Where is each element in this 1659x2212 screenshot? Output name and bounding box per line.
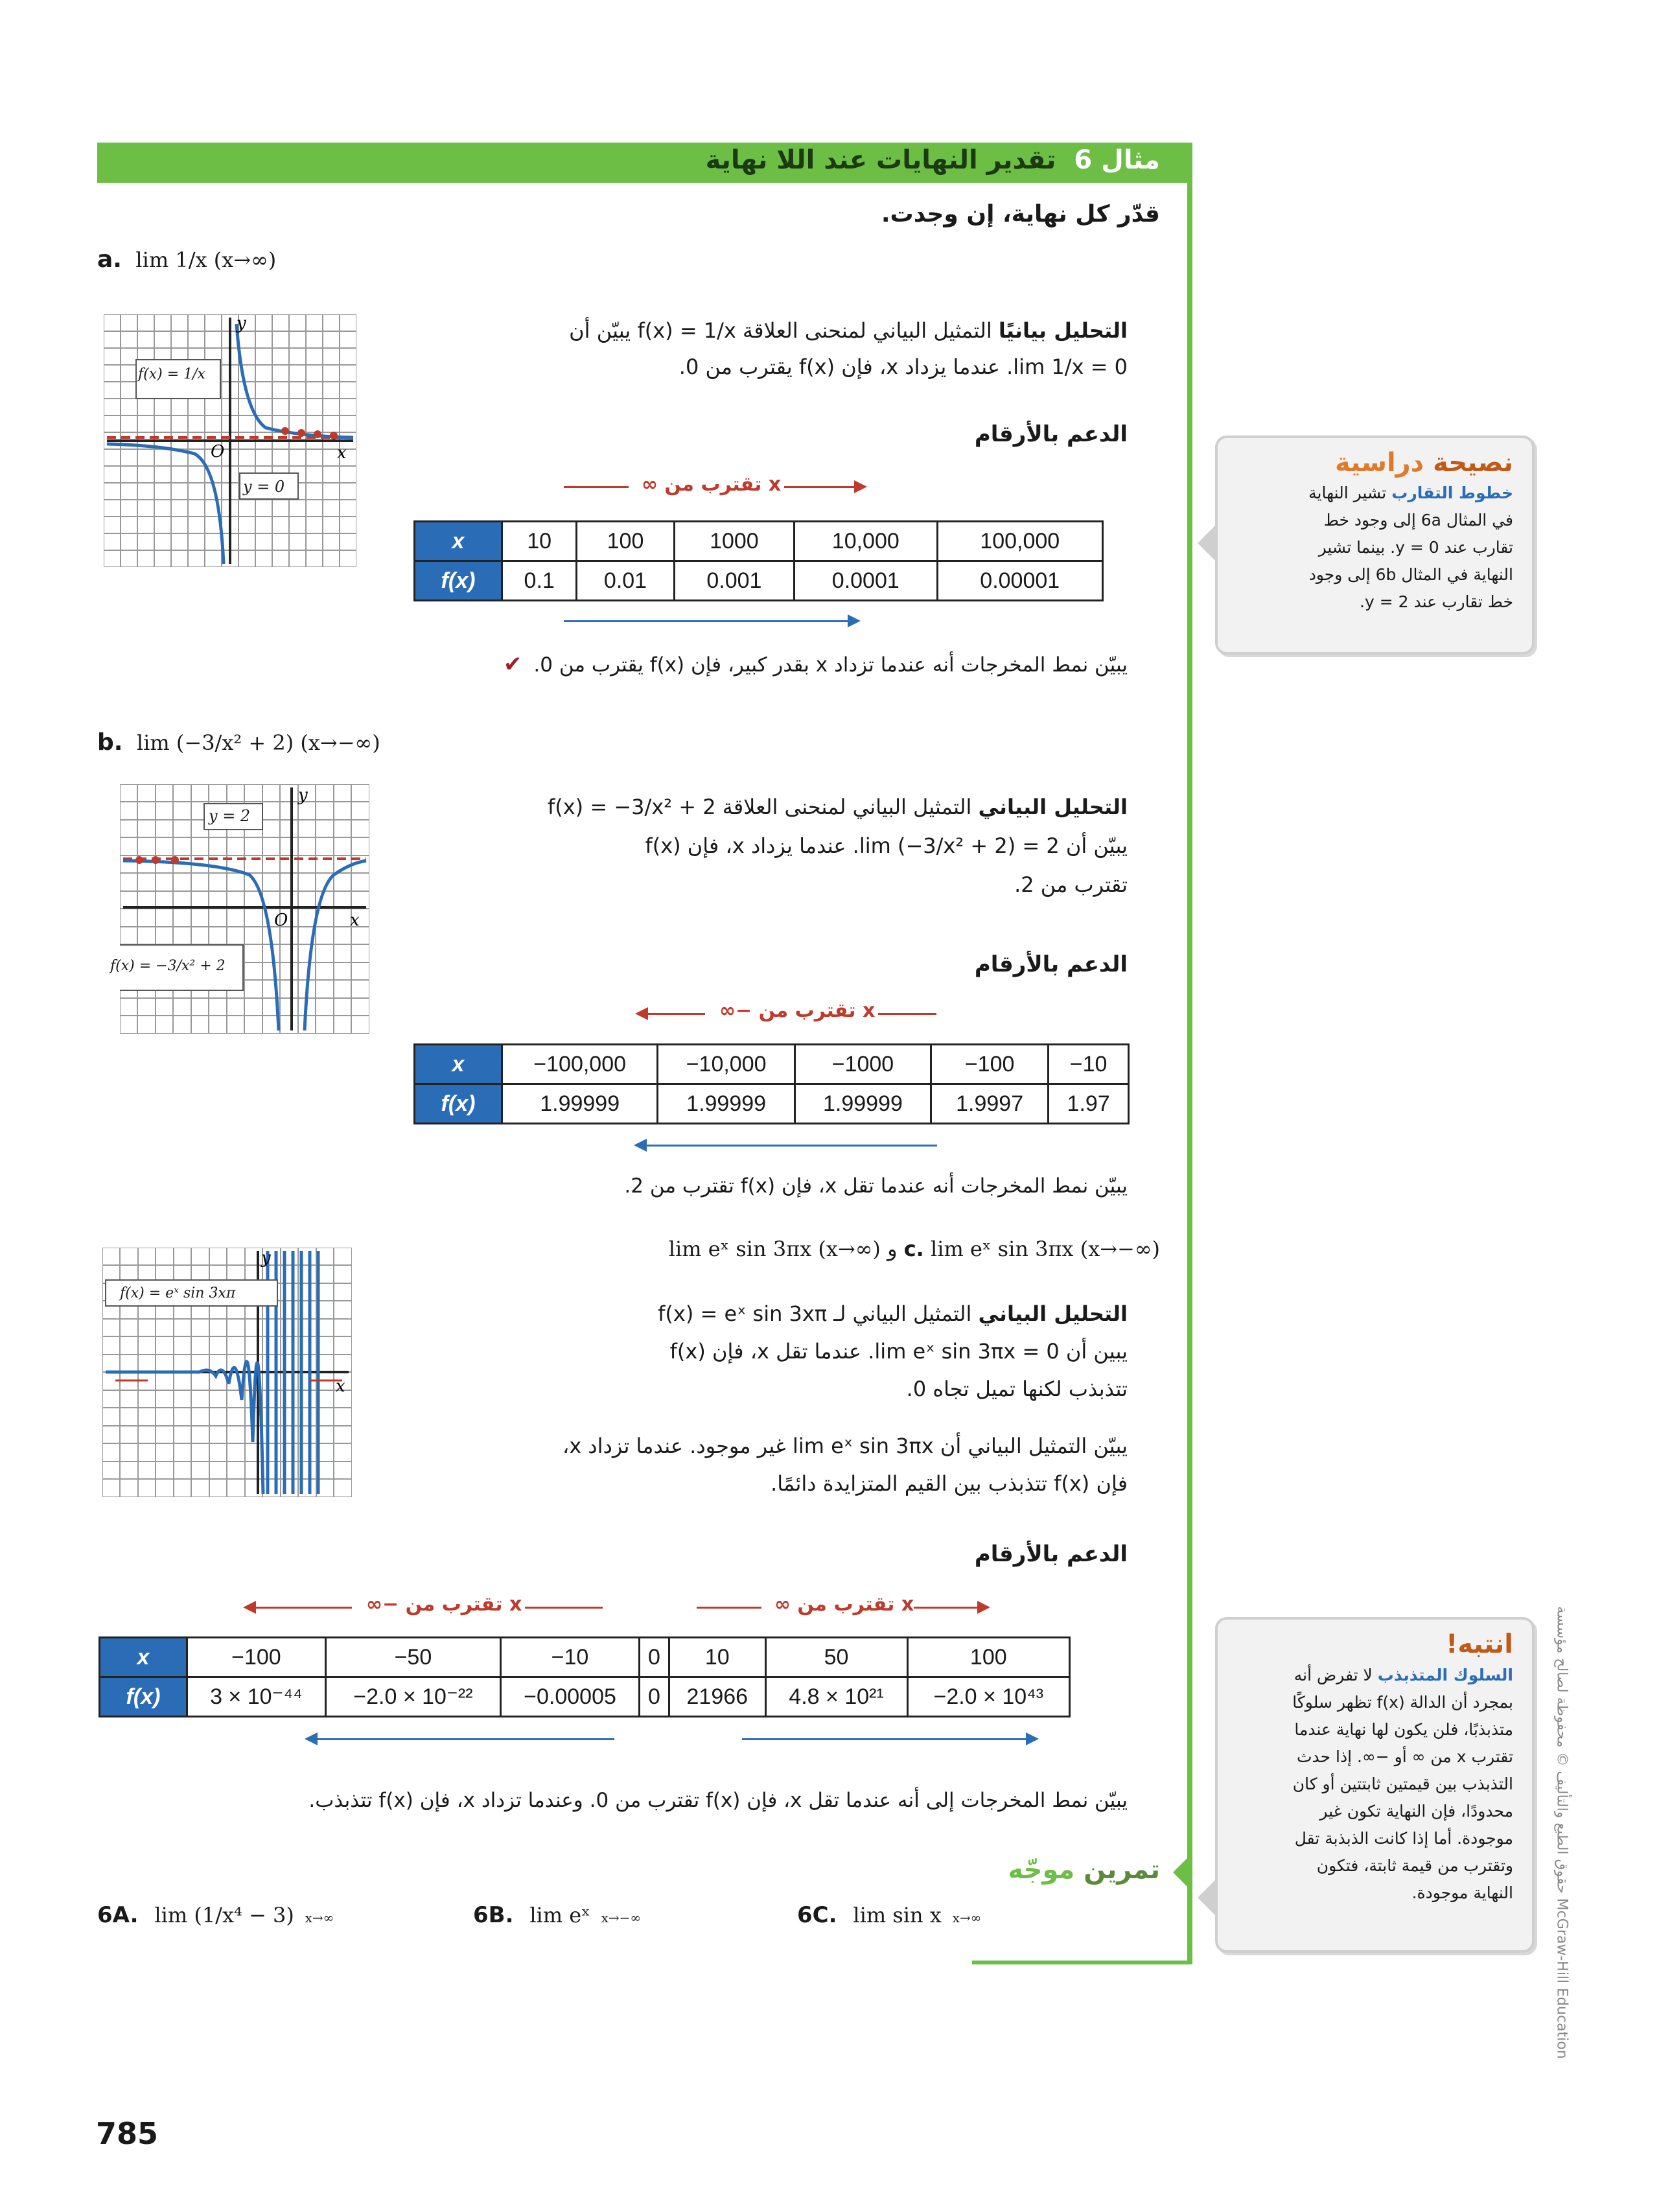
part-a-heading — [97, 246, 276, 273]
watch-out-term: السلوك المتذبذب — [1377, 1666, 1513, 1684]
part-c-direction-right: x تقترب من ∞ — [774, 1593, 914, 1616]
part-c-analysis-line2: يبين أن lim eˣ sin 3πx = 0. عندما تقل x، فإن f(x) — [669, 1339, 1128, 1364]
part-c-analysis-title: التحليل البياني — [978, 1301, 1128, 1326]
table-cell: −10 — [501, 1638, 640, 1677]
table-cell: −2.0 × 10⁴³ — [907, 1677, 1069, 1717]
table-cell: −10,000 — [658, 1045, 795, 1084]
part-a-direction-arrow — [784, 486, 855, 488]
table-cell: 21966 — [669, 1677, 766, 1717]
part-c-analysis-line5: فإن f(x) تتذبذب بين القيم المتزايدة دائمًا. — [771, 1471, 1128, 1496]
graph-b-curve-right — [305, 861, 366, 1030]
table-cell: −100 — [187, 1638, 326, 1677]
part-a-analysis-line2: lim 1/x = 0. عندما يزداد x، فإن f(x) يقترب من 0. — [679, 355, 1128, 379]
part-a-blue-arrow — [564, 620, 849, 622]
part-a-fx-header: f(x) — [415, 561, 502, 601]
guided-title-b: موجّه — [1008, 1855, 1075, 1885]
part-b-table — [413, 1043, 1130, 1124]
table-cell: 1.9997 — [931, 1084, 1048, 1124]
part-c-x-header: x — [100, 1638, 187, 1677]
part-b-arrowhead — [635, 1007, 648, 1020]
graph-c-label-fx: f(x) = eˣ sin 3xπ — [120, 1285, 236, 1301]
part-c-numeric-title: الدعم بالأرقام — [974, 1541, 1128, 1567]
guided-6b-label: 6B. — [473, 1902, 514, 1928]
table-cell: 1.99999 — [502, 1084, 658, 1124]
part-a-analysis — [531, 312, 1128, 385]
table-cell: 4.8 × 10²¹ — [765, 1677, 907, 1717]
part-a-blue-arrowhead — [848, 614, 861, 627]
part-b-limit: lim (−3/x² + 2) (x→−∞) — [136, 730, 380, 755]
study-tip-title-b: دراسية — [1335, 448, 1424, 478]
study-tip-line3: تقارب عند y = 0. بينما تشير — [1318, 538, 1513, 557]
guided-6a-sub: x→∞ — [305, 1910, 334, 1926]
table-cell: 100 — [577, 522, 674, 561]
guided-title-a: تمرين — [1084, 1855, 1160, 1885]
table-cell: −10 — [1049, 1045, 1129, 1084]
graph-b-label-fx: f(x) = −3/x² + 2 — [110, 958, 226, 974]
part-c-left-line-b — [525, 1607, 603, 1609]
part-b-direction-label: x تقترب من −∞ — [719, 999, 876, 1022]
watch-out-line1: لا تفرض أنه — [1294, 1666, 1373, 1684]
svg-text:O: O — [211, 442, 225, 461]
part-b-fx-header: f(x) — [415, 1084, 502, 1124]
part-c-direction-left: x تقترب من −∞ — [366, 1593, 522, 1616]
study-tip-line2: في المثال 6a إلى وجود خط — [1323, 511, 1513, 530]
guided-title — [842, 1855, 1160, 1885]
part-c-right-line-a — [697, 1607, 761, 1609]
watch-out-line4: تقترب x من ∞ أو −∞. إذا حدث — [1296, 1747, 1513, 1766]
part-c-limit: lim eˣ sin 3πx (x→−∞) و lim eˣ sin 3πx (x→∞) — [668, 1237, 1160, 1261]
table-row — [415, 522, 1103, 561]
part-c-heading — [583, 1237, 1166, 1261]
table-cell: 1.99999 — [658, 1084, 795, 1124]
part-a-numeric-title: الدعم بالأرقام — [974, 421, 1128, 447]
graph-a-label-y0: y = 0 — [243, 478, 285, 496]
part-a-analysis-line1: التمثيل البياني لمنحنى العلاقة f(x) = 1/x يبيّن أن — [569, 318, 992, 343]
part-b-x-header: x — [415, 1045, 502, 1084]
watch-out-line8: وتقترب من قيمة ثابتة، فتكون — [1316, 1856, 1513, 1875]
guided-6a-expr: lim (1/x⁴ − 3) — [154, 1903, 294, 1927]
part-b-numeric-title: الدعم بالأرقام — [974, 951, 1128, 977]
part-b-analysis — [518, 787, 1128, 904]
graph-b-label-y2: y = 2 — [209, 807, 251, 825]
study-tip-pointer — [1198, 525, 1216, 561]
guided-item-6c — [797, 1902, 981, 1928]
part-b-analysis-title: التحليل البياني — [978, 795, 1128, 819]
check-icon: ✔ — [504, 651, 522, 677]
watch-out-title: انتبه! — [1446, 1629, 1513, 1659]
table-cell: 1.99999 — [795, 1084, 931, 1124]
guided-6c-label: 6C. — [797, 1902, 837, 1928]
part-c-blue-left — [316, 1738, 614, 1740]
part-a-table — [413, 520, 1104, 601]
part-c-table — [99, 1636, 1071, 1717]
study-tip-line1: تشير النهاية — [1308, 483, 1387, 502]
table-cell: 0 — [640, 1677, 669, 1717]
part-c-blue-right — [742, 1738, 1027, 1740]
table-cell: −100 — [931, 1045, 1048, 1084]
part-b-analysis-line1: التمثيل البياني لمنحنى العلاقة f(x) = −3/x² + 2 — [547, 795, 972, 819]
part-c-left-line-a — [255, 1607, 352, 1609]
part-c-left-arrowhead — [243, 1601, 256, 1614]
part-b-direction-line-right — [878, 1013, 936, 1015]
table-row — [415, 1084, 1129, 1124]
part-c-blue-right-arrowhead — [1026, 1732, 1039, 1745]
watch-out-content — [1228, 1627, 1513, 1907]
part-c-blue-left-arrowhead — [305, 1732, 318, 1745]
guided-6c-expr: lim sin x — [853, 1903, 942, 1927]
guided-6b-expr: lim eˣ — [529, 1903, 590, 1927]
table-cell: 10 — [669, 1638, 766, 1677]
part-c-right-arrowhead — [977, 1601, 990, 1614]
part-c-analysis-line1: التمثيل البياني لـ f(x) = eˣ sin 3xπ — [658, 1301, 972, 1326]
table-cell: 3 × 10⁻⁴⁴ — [187, 1677, 326, 1717]
part-b-label: b. — [97, 729, 123, 756]
guided-6a-label: 6A. — [97, 1902, 139, 1928]
part-b-conclusion: يبيّن نمط المخرجات أنه عندما تقل x، فإن f(x) تقترب من 2. — [624, 1174, 1128, 1198]
copyright-text: حقوق الطبع والتأليف © محفوظة لصالح مؤسسة McGraw-Hill Education — [1553, 1606, 1570, 2059]
guided-item-6b — [473, 1902, 641, 1928]
part-c-label: c. — [903, 1237, 924, 1261]
guided-marker — [1173, 1856, 1190, 1889]
part-c-conclusion: يبيّن نمط المخرجات إلى أنه عندما تقل x، فإن f(x) تقترب من 0. وعندما تزداد x، فإن f(x) تتذبذب. — [308, 1789, 1128, 1812]
part-b-analysis-line2: يبيّن أن lim (−3/x² + 2) = 2. عندما يزداد x، فإن f(x) — [645, 833, 1128, 858]
svg-text:y: y — [237, 314, 246, 333]
table-row — [100, 1638, 1070, 1677]
table-cell: 10,000 — [795, 522, 937, 561]
table-cell: 1.97 — [1049, 1084, 1129, 1124]
part-a-direction-label: x تقترب من ∞ — [642, 473, 782, 496]
table-cell: 0.01 — [577, 561, 674, 601]
study-tip-line5: خط تقارب عند y = 2. — [1360, 592, 1513, 611]
graph-a-curve-left — [107, 444, 224, 564]
study-tip-content — [1228, 446, 1513, 616]
watch-out-line6: محدودًا، فإن النهاية تكون غير — [1319, 1802, 1513, 1821]
study-tip-title-a: نصيحة — [1433, 448, 1513, 478]
watch-out-line7: موجودة. أما إذا كانت الذبذبة تقل — [1294, 1829, 1513, 1848]
part-c-analysis-line4: يبيّن التمثيل البياني أن lim eˣ sin 3πx غير موجود. عندما تزداد x، — [562, 1434, 1128, 1458]
green-frame-bottom — [972, 1961, 1192, 1964]
part-b-blue-arrowhead — [634, 1139, 647, 1152]
part-a-arrowhead — [854, 480, 867, 493]
guided-6b-sub: x→−∞ — [601, 1910, 642, 1926]
table-cell: 100 — [907, 1638, 1069, 1677]
part-a-analysis-title: التحليل بيانيًا — [998, 318, 1128, 343]
part-a-limit: lim 1/x (x→∞) — [135, 248, 277, 272]
graph-a-curve-right — [237, 324, 353, 437]
table-cell: 1000 — [674, 522, 794, 561]
table-cell: −50 — [325, 1638, 500, 1677]
table-cell: 0 — [640, 1638, 669, 1677]
part-c-right-line-b — [914, 1607, 979, 1609]
part-b-direction-line-left — [647, 1013, 705, 1015]
part-b-heading — [97, 729, 380, 756]
graph-a-label-fx: f(x) = 1/x — [138, 366, 205, 382]
table-cell: 0.0001 — [795, 561, 937, 601]
guided-item-6a — [97, 1902, 334, 1928]
svg-text:x: x — [337, 443, 347, 463]
table-cell: −2.0 × 10⁻²² — [325, 1677, 500, 1717]
svg-text:x: x — [336, 1377, 345, 1396]
part-a-x-header: x — [415, 522, 502, 561]
table-cell: 10 — [502, 522, 577, 561]
part-a-direction-line-left — [564, 486, 629, 488]
watch-out-line5: التذبذب بين قيمتين ثابتتين أو كان — [1292, 1775, 1513, 1793]
guided-6c-sub: x→∞ — [952, 1910, 982, 1926]
table-cell: −1000 — [795, 1045, 931, 1084]
part-c-analysis-line3: تتذبذب لكنها تميل تجاه 0. — [906, 1377, 1128, 1401]
part-a-conclusion-text: يبيّن نمط المخرجات أنه عندما تزداد x بقدر كبير، فإن f(x) يقترب من 0. — [533, 653, 1128, 677]
table-row — [100, 1677, 1070, 1717]
study-tip-line4: النهاية في المثال 6b إلى وجود — [1308, 565, 1513, 584]
table-cell: −100,000 — [502, 1045, 658, 1084]
green-frame-right — [1187, 181, 1192, 1964]
table-cell: 0.001 — [674, 561, 794, 601]
svg-text:y: y — [298, 786, 308, 805]
svg-text:x: x — [350, 911, 360, 930]
page-number: 785 — [96, 2116, 159, 2151]
graph-a — [104, 314, 356, 567]
part-c-analysis — [493, 1295, 1128, 1502]
watch-out-line9: النهاية موجودة. — [1411, 1883, 1513, 1902]
example-title: تقدير النهايات عند اللا نهاية — [705, 145, 1056, 175]
part-b-analysis-line3: تقترب من 2. — [1014, 872, 1128, 897]
table-cell: 0.1 — [502, 561, 577, 601]
study-tip-term: خطوط التقارب — [1391, 483, 1513, 502]
part-c-fx-header: f(x) — [100, 1677, 187, 1717]
example-number: مثال 6 — [1074, 145, 1160, 175]
table-row — [415, 561, 1103, 601]
table-row — [415, 1045, 1129, 1084]
table-cell: 0.00001 — [937, 561, 1102, 601]
part-a-label: a. — [97, 246, 122, 273]
watch-out-pointer — [1198, 1880, 1216, 1916]
part-b-blue-arrow — [645, 1145, 937, 1147]
example-header — [97, 145, 1160, 181]
svg-text:O: O — [274, 911, 288, 930]
watch-out-line2: بمجرد أن الدالة f(x) تظهر سلوكًا — [1292, 1693, 1513, 1712]
instruction: قدّر كل نهاية، إن وجدت. — [881, 201, 1160, 227]
copyright — [1552, 1588, 1572, 2080]
table-cell: 50 — [765, 1638, 907, 1677]
part-a-conclusion — [415, 651, 1128, 677]
svg-text:y: y — [261, 1248, 271, 1268]
table-cell: −0.00005 — [501, 1677, 640, 1717]
watch-out-line3: متذبذبًا، فلن يكون لها نهاية عندما — [1294, 1720, 1513, 1739]
table-cell: 100,000 — [937, 522, 1102, 561]
